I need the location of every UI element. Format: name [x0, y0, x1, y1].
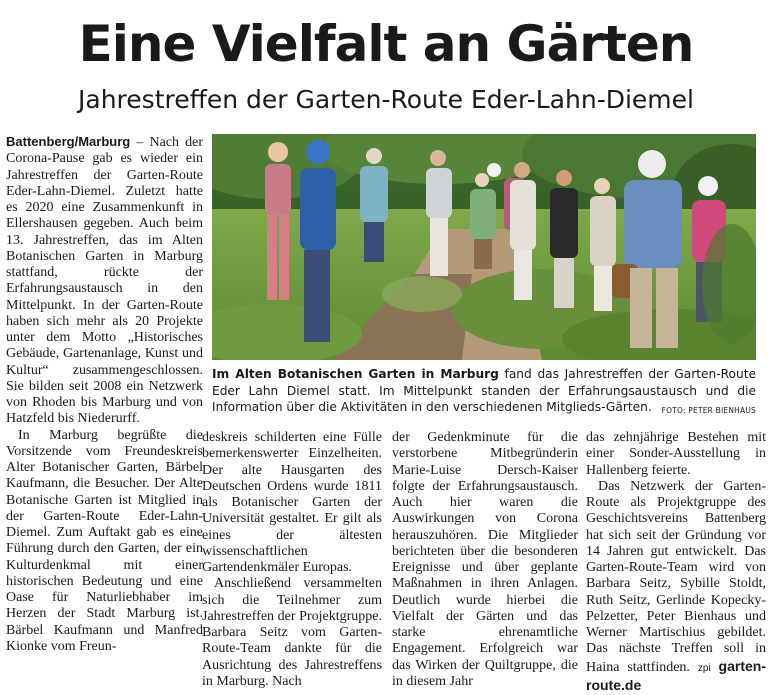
caption-text: fand das Jahrestreffen der Garten-Route Eder Lahn Diemel statt. Im Mittelpunkt standen der Erfahrungsaustausch und die Information über die Aktivitäten in den verschiedenen Mitglieds-Gärten.	[212, 367, 756, 414]
paragraph	[586, 479, 766, 695]
paragraph: In Marburg begrüßte die Vorsitzende vom Freundeskreis Alter Botanischer Garten, Bärbel Kaufmann, die Besucher. Der Alte Botanische Garten ist Mitglied in der Garten-Route Eder-Lahn-Diemel. Zum Auftakt gab es eine Führung durch den Garten, der ein Kulturdenkmal mit einer historischen Bedeutung und eine Oase für Naturliebhaber im Herzen der Stadt Marburg ist. Bärbel Kaufmann und Manfred Kionke vom Freun-	[6, 427, 203, 654]
paragraph: das zehnjährige Bestehen mit einer Sonder-Ausstellung in Hallenberg feierte.	[586, 430, 766, 478]
paragraph: der Gedenkminute für die verstorbene Mitbegründerin Marie-Luise Dersch-Kaiser folgte der Erfahrungsaustausch. Auch hier waren die Auswirkungen von Corona herauszuhören. Die Mitglieder berichteten über die besonderen Ereignisse und über geplante Maßnahmen in ihren Anlagen. Deutlich wurde hierbei die Vielfalt der Gärten und das starke ehrenamtliche Engagement. Erfolgreich war das Wirken der Quiltgruppe, die in diesem Jahr	[392, 430, 578, 689]
photo-caption	[212, 366, 756, 420]
dateline-location: Battenberg/Marburg	[6, 134, 131, 149]
subheadline: Jahrestreffen der Garten-Route Eder-Lahn-Diemel	[78, 85, 694, 114]
paragraph: deskreis schilderten eine Fülle bemerkenswerter Einzelheiten. Der alte Hausgarten des Deutschen Ordens wurde 1811 als Botanischer Garten der Universität gestaltet. Er gilt als eines der ältesten wissenschaftlichen Gartendenkmäler Europas.	[202, 430, 382, 575]
author-signature: zpi	[697, 662, 711, 674]
paragraph-text: – Nach der Corona-Pause gab es wieder ein Jahrestreffen der Garten-Route Eder-Lahn-Diemel. Zuletzt hatte es 2020 eine Zusammenkunft in Ellershausen gegeben. Auch beim 13. Jahrestreffen, das im Alten Botanischen Garten in Marburg stattfand, rückte der Erfahrungsaustausch in den Mittelpunkt. In der Garten-Route haben sich mehr als 20 Projekte unter dem Motto „Historisches Gebäude, Gartenanlage, Kunst und Kultur“ zusammengeschlossen. Sie bilden seit 2008 ein Netzwerk von Rhoden bis Marburg und von Hatzfeld bis Niederurff.	[6, 135, 204, 427]
garden-group-photo	[212, 134, 756, 360]
article-column-4	[586, 430, 766, 693]
caption-lead: Im Alten Botanischen Garten in Marburg	[212, 367, 499, 381]
photo-credit: FOTO: PETER BIENHAUS	[661, 406, 756, 415]
paragraph: Anschließend versammelten sich die Teilnehmer zum Jahrestreffen der Projektgruppe. Barbara Seitz vom Garten-Route-Team dankte für die Ausrichtung des Jahrestreffens in Marburg. Nach	[202, 576, 382, 689]
paragraph-text: Das Netzwerk der Garten-Route als Projektgruppe des Geschichtsvereins Battenberg hat sich seit der Gründung vor 14 Jahren gut entwickelt. Das Garten-Route-Team wird von Barbara Seitz, Sybille Stoldt, Ruth Seitz, Gerlinde Kopecky-Pelzetter, Peter Bienhaus und Werner Martischius gebildet. Das nächste Treffen soll in Haina stattfinden.	[586, 478, 766, 675]
article-column-3	[392, 430, 578, 689]
paragraph	[6, 134, 203, 428]
website-link[interactable]: garten-route.de	[586, 657, 766, 693]
article-column-2	[202, 430, 382, 689]
headline: Eine Vielfalt an Gärten	[78, 15, 694, 73]
article-column-1	[6, 134, 203, 684]
